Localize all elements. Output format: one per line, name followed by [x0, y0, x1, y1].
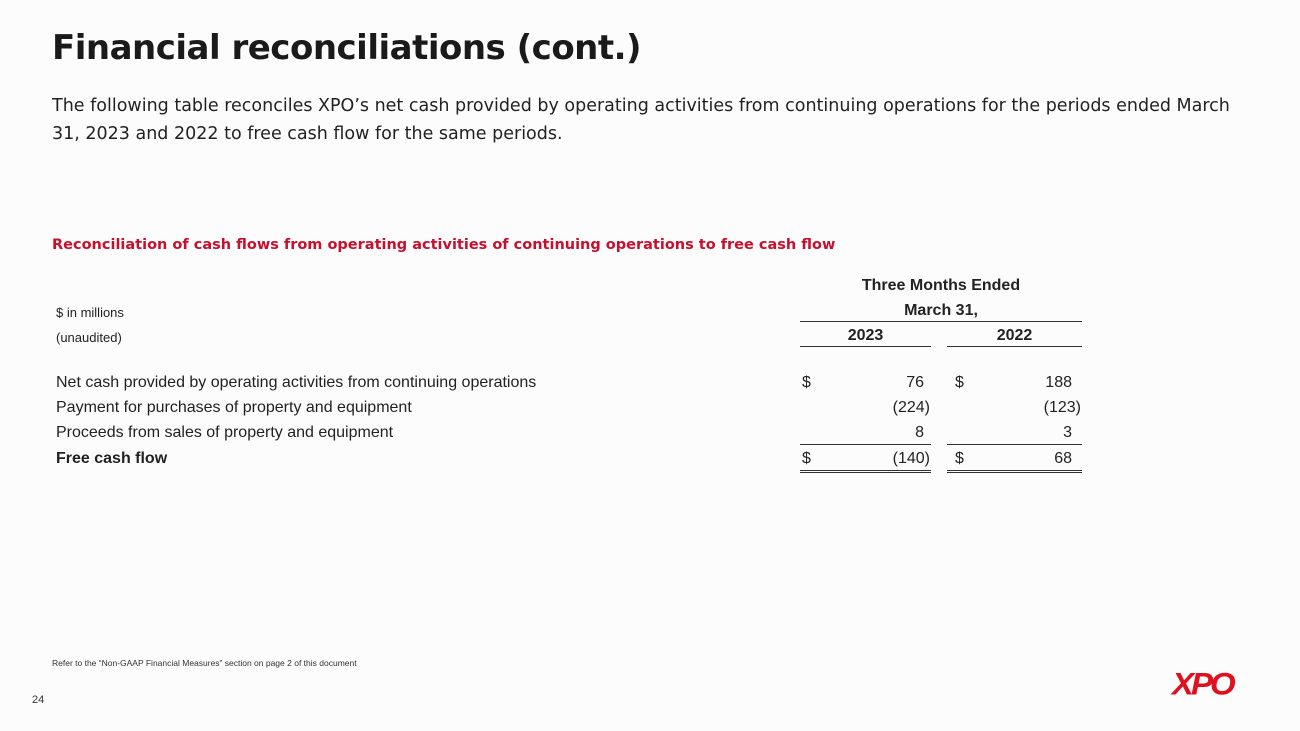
- column-header-2022: 2022: [996, 327, 1033, 344]
- total-value-2023: (140): [892, 450, 930, 467]
- header-rule: [800, 321, 1082, 322]
- column-rule-2023: [800, 346, 931, 347]
- period-header: Three Months Ended: [861, 277, 1021, 294]
- xpo-logo: XPO: [1172, 665, 1233, 702]
- currency-symbol: $: [955, 374, 964, 391]
- table-row-label: Proceeds from sales of property and equipment: [56, 424, 394, 441]
- total-row-label: Free cash flow: [56, 450, 168, 467]
- column-rule-2022: [947, 346, 1082, 347]
- table-row-label: Net cash provided by operating activities from continuing operations: [56, 374, 537, 391]
- subtotal-rule-2023: [800, 444, 931, 445]
- column-header-2023: 2023: [847, 327, 884, 344]
- row-value-2023: 8: [915, 424, 924, 441]
- currency-symbol: $: [802, 374, 811, 391]
- currency-symbol: $: [955, 450, 964, 467]
- row-value-2022: 188: [1045, 374, 1072, 391]
- row-value-2022: (123): [1043, 399, 1081, 416]
- page-title: Financial reconciliations (cont.): [52, 28, 642, 68]
- row-value-2023: 76: [906, 374, 924, 391]
- footnote: Refer to the “Non-GAAP Financial Measures” section on page 2 of this document: [52, 658, 357, 668]
- period-date-header: March 31,: [904, 302, 978, 319]
- currency-symbol: $: [802, 450, 811, 467]
- total-value-2022: 68: [1054, 450, 1072, 467]
- total-double-rule-2023: [800, 470, 931, 473]
- table-row-label: Payment for purchases of property and equipment: [56, 399, 412, 416]
- unaudited-label: (unaudited): [56, 330, 122, 345]
- row-value-2023: (224): [892, 399, 930, 416]
- units-label: $ in millions: [56, 305, 124, 320]
- page-number: 24: [32, 694, 45, 706]
- row-value-2022: 3: [1063, 424, 1072, 441]
- total-double-rule-2022: [947, 470, 1082, 473]
- subtotal-rule-2022: [947, 444, 1082, 445]
- table-section-title: Reconciliation of cash flows from operating activities of continuing operations to free cash flow: [52, 237, 836, 253]
- intro-paragraph: The following table reconciles XPO’s net cash provided by operating activities from continuing operations for the periods ended March 31, 2023 and 2022 to free cash flow for the same periods.: [52, 96, 1230, 144]
